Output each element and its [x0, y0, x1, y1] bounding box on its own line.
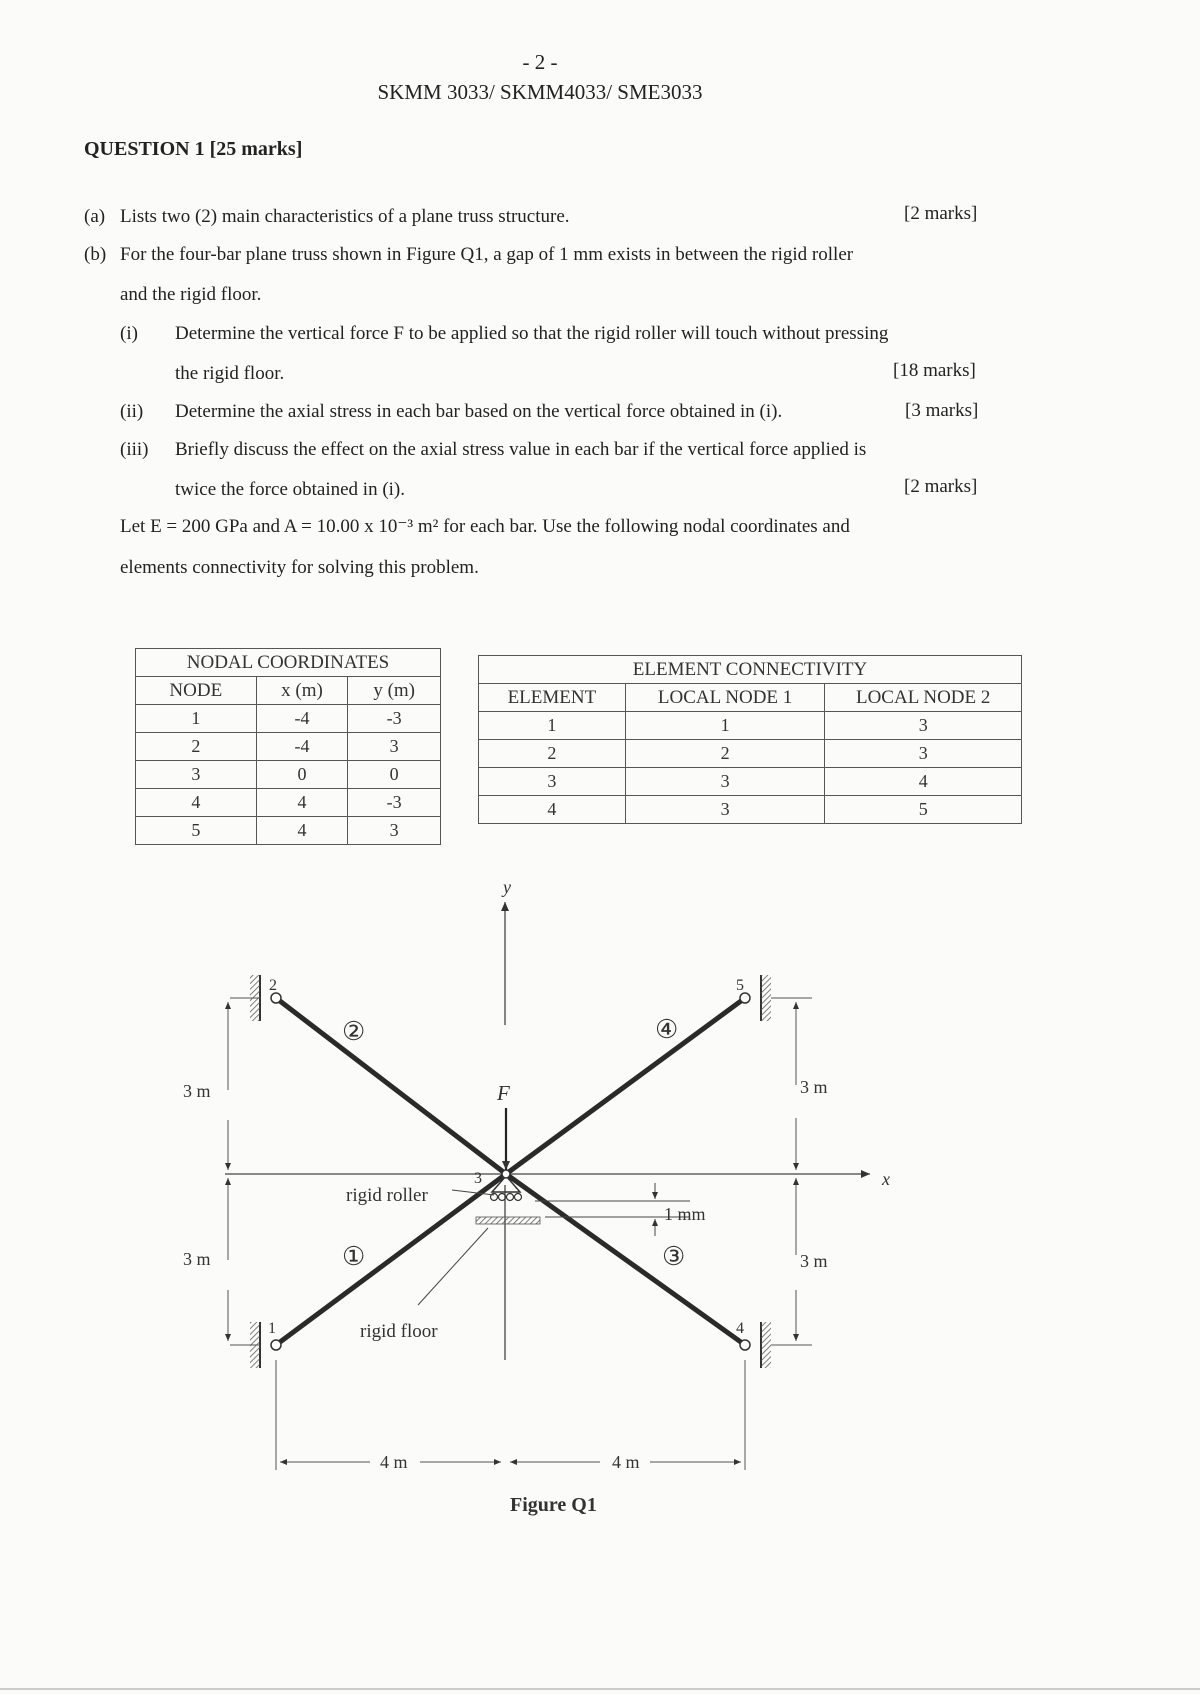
connectivity-table-title: ELEMENT CONNECTIVITY — [479, 656, 1022, 684]
nodal-cell: 5 — [136, 817, 257, 845]
part-b-text-2: and the rigid floor. — [120, 284, 262, 305]
part-b-label: (b) — [84, 244, 107, 265]
connectivity-cell: 5 — [825, 796, 1022, 824]
axis-x-label: x — [882, 1169, 890, 1189]
dim-bottom-right-label: 4 m — [612, 1452, 640, 1472]
support-node-5 — [740, 975, 771, 1021]
rigid-floor — [476, 1217, 540, 1224]
element-label-1: ① — [342, 1242, 366, 1271]
node-label-3: 3 — [474, 1170, 482, 1187]
node-label-1: 1 — [268, 1320, 276, 1337]
part-b-text-1: For the four-bar plane truss shown in Figure Q1, a gap of 1 mm exists in between the rigid roller — [120, 244, 854, 265]
nodal-header-y: y (m) — [348, 677, 441, 705]
part-b-i-marks: [18 marks] — [893, 360, 976, 381]
dim-right-top-label: 3 m — [800, 1077, 828, 1097]
floor-leader — [418, 1228, 488, 1305]
nodal-header-node: NODE — [136, 677, 257, 705]
part-b-iii-marks: [2 marks] — [904, 476, 978, 497]
given-text-2: elements connectivity for solving this problem. — [120, 557, 479, 578]
connectivity-cell: 4 — [825, 768, 1022, 796]
part-b-i-text-1: Determine the vertical force F to be applied so that the rigid roller will touch without pressing — [175, 323, 889, 344]
dim-left-top-label: 3 m — [183, 1081, 211, 1101]
nodal-cell: -4 — [256, 733, 348, 761]
part-b-iii-text-2: twice the force obtained in (i). — [175, 479, 406, 500]
connectivity-cell: 3 — [625, 768, 825, 796]
connectivity-cell: 3 — [825, 740, 1022, 768]
element-label-3: ③ — [662, 1242, 686, 1271]
nodal-cell: 1 — [136, 705, 257, 733]
part-b-ii-text: Determine the axial stress in each bar based on the vertical force obtained in (i). — [175, 401, 783, 422]
part-b-ii-marks: [3 marks] — [905, 400, 979, 421]
nodal-cell: -3 — [348, 789, 441, 817]
part-b-i-label: (i) — [120, 323, 138, 344]
dim-right-bottom-label: 3 m — [800, 1251, 828, 1271]
part-a-text: Lists two (2) main characteristics of a plane truss structure. — [120, 206, 570, 227]
nodal-cell: 3 — [348, 817, 441, 845]
connectivity-cell: 1 — [479, 712, 626, 740]
connectivity-cell: 3 — [825, 712, 1022, 740]
node-label-4: 4 — [736, 1320, 744, 1337]
nodal-cell: 3 — [348, 733, 441, 761]
nodal-cell: -3 — [348, 705, 441, 733]
element-label-4: ④ — [655, 1015, 679, 1044]
nodal-cell: -4 — [256, 705, 348, 733]
node-label-2: 2 — [269, 977, 277, 994]
part-b-iii-text-1: Briefly discuss the effect on the axial stress value in each bar if the vertical force applied is — [175, 439, 867, 460]
nodal-cell: 4 — [256, 817, 348, 845]
connectivity-cell: 4 — [479, 796, 626, 824]
dim-bottom-left-label: 4 m — [380, 1452, 408, 1472]
question-title: QUESTION 1 [25 marks] — [84, 138, 303, 160]
nodal-cell: 0 — [256, 761, 348, 789]
dim-left-bottom-label: 3 m — [183, 1249, 211, 1269]
nodal-cell: 2 — [136, 733, 257, 761]
nodal-header-x: x (m) — [256, 677, 348, 705]
connectivity-cell: 3 — [625, 796, 825, 824]
axis-y-label: y — [503, 877, 511, 897]
rigid-roller-label: rigid roller — [346, 1185, 428, 1206]
nodal-cell: 4 — [136, 789, 257, 817]
course-codes: SKMM 3033/ SKMM4033/ SME3033 — [377, 80, 703, 104]
force-label: F — [497, 1081, 510, 1105]
bar-element-2 — [276, 998, 506, 1174]
connectivity-cell: 2 — [625, 740, 825, 768]
connectivity-cell: 2 — [479, 740, 626, 768]
part-a-marks: [2 marks] — [904, 203, 978, 224]
part-a-label: (a) — [84, 206, 106, 227]
connectivity-cell: 1 — [625, 712, 825, 740]
bar-element-4 — [506, 998, 745, 1174]
roller-leader — [452, 1190, 494, 1195]
page-bottom-edge — [0, 1688, 1200, 1690]
nodal-table-title: NODAL COORDINATES — [136, 649, 441, 677]
connectivity-header-local-node-1: LOCAL NODE 1 — [625, 684, 825, 712]
figure-caption: Figure Q1 — [510, 1494, 597, 1516]
nodal-cell: 0 — [348, 761, 441, 789]
bar-element-3 — [506, 1174, 745, 1345]
part-b-ii-label: (ii) — [120, 401, 144, 422]
element-label-2: ② — [342, 1017, 366, 1046]
rigid-floor-label: rigid floor — [360, 1321, 438, 1342]
part-b-i-text-2: the rigid floor. — [175, 363, 285, 384]
gap-label: 1 mm — [664, 1204, 706, 1224]
connectivity-header-element: ELEMENT — [479, 684, 626, 712]
connectivity-header-local-node-2: LOCAL NODE 2 — [825, 684, 1022, 712]
part-b-iii-label: (iii) — [120, 439, 149, 460]
given-text-1: Let E = 200 GPa and A = 10.00 x 10⁻³ m² for each bar. Use the following nodal coordinates and — [120, 516, 850, 537]
nodal-cell: 3 — [136, 761, 257, 789]
nodal-cell: 4 — [256, 789, 348, 817]
connectivity-cell: 3 — [479, 768, 626, 796]
page-number: - 2 - — [522, 50, 558, 74]
node-3-pin — [502, 1170, 510, 1178]
node-label-5: 5 — [736, 977, 744, 994]
